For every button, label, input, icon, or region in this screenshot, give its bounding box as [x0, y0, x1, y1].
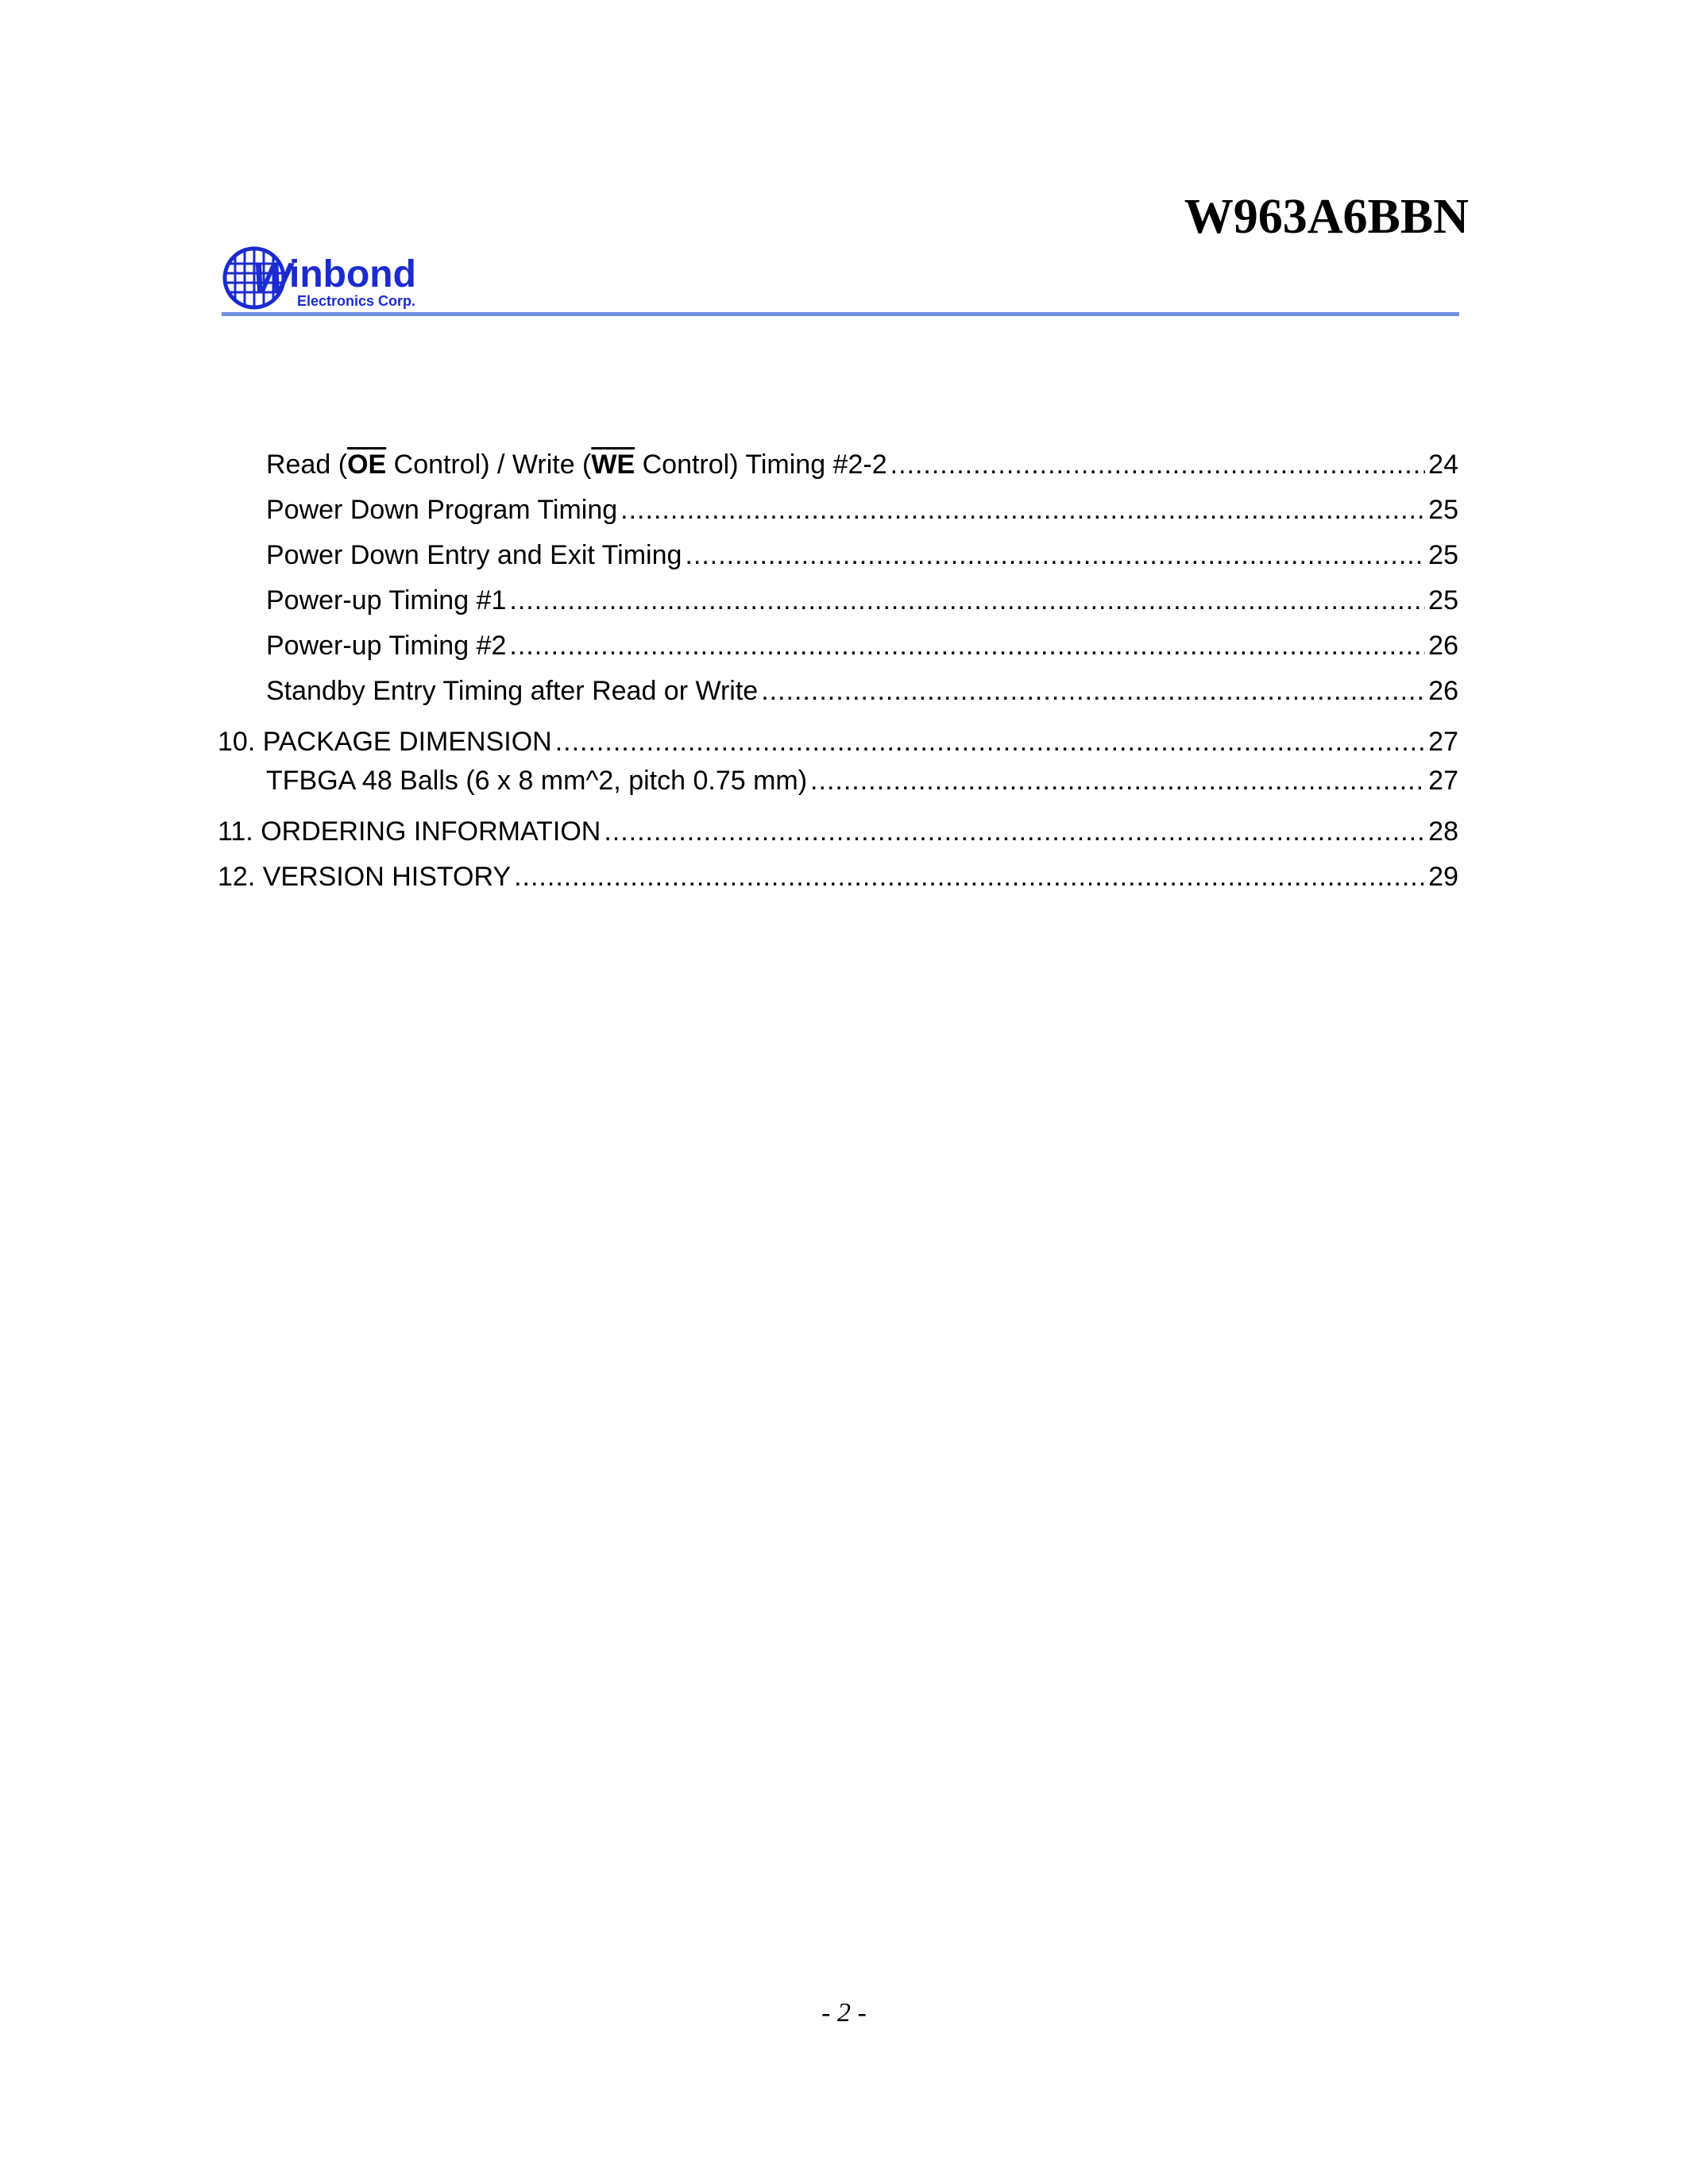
- toc-entry-page: 25: [1428, 495, 1458, 525]
- toc-entry-read-write-timing[interactable]: [266, 447, 1458, 482]
- toc-entry-page: 26: [1428, 676, 1458, 706]
- dot-leader: [685, 538, 1425, 573]
- dot-leader: [761, 673, 1425, 708]
- toc-entry-power-down-program-timing[interactable]: [266, 492, 1458, 527]
- logo-wordmark: inbond: [289, 253, 416, 295]
- toc-entry-page: 24: [1428, 450, 1458, 480]
- toc-entry-tfbga-48-balls[interactable]: [266, 763, 1458, 798]
- dot-leader: [555, 724, 1425, 759]
- toc-entry-power-up-timing-1[interactable]: [266, 583, 1458, 618]
- document-title: W963A6BBN: [1184, 190, 1469, 244]
- dot-leader: [604, 814, 1425, 849]
- toc-entry-package-dimension[interactable]: [218, 724, 1458, 759]
- dot-leader: [620, 492, 1425, 527]
- toc-entry-label: Power-up Timing #2: [266, 631, 507, 661]
- toc-entry-label: Power Down Entry and Exit Timing: [266, 540, 682, 570]
- dot-leader: [890, 447, 1426, 482]
- toc-entry-page: 28: [1428, 816, 1458, 847]
- toc-entry-label: Power-up Timing #1: [266, 585, 507, 615]
- toc-entry-label: Read ($\overline{OE}$ Control) / Write ($\overline{WE}$ Control) Timing #2-2: [266, 450, 887, 480]
- toc-entry-label: TFBGA 48 Balls (6 x 8 mm^2, pitch 0.75 mm): [266, 766, 808, 796]
- toc-entry-label: 10. PACKAGE DIMENSION: [218, 727, 552, 757]
- toc-entry-standby-entry-timing[interactable]: [266, 673, 1458, 708]
- toc-entry-page: 27: [1428, 766, 1458, 796]
- dot-leader: [514, 859, 1425, 894]
- dot-leader: [509, 583, 1425, 618]
- toc-entry-power-up-timing-2[interactable]: [266, 628, 1458, 663]
- toc-entry-ordering-information[interactable]: [218, 814, 1458, 849]
- toc-entry-label: 11. ORDERING INFORMATION: [218, 816, 601, 847]
- oe-signal: $\overline{OE}$: [347, 450, 387, 480]
- toc-entry-power-down-entry-exit-timing[interactable]: [266, 538, 1458, 573]
- dot-leader: [810, 763, 1425, 798]
- toc-entry-label: Power Down Program Timing: [266, 495, 618, 525]
- dot-leader: [509, 628, 1425, 663]
- toc-entry-page: 29: [1428, 862, 1458, 892]
- toc-entry-page: 25: [1428, 540, 1458, 570]
- toc-entry-page: 27: [1428, 727, 1458, 757]
- toc-entry-page: 26: [1428, 631, 1458, 661]
- toc-entry-label: 12. VERSION HISTORY: [218, 862, 512, 892]
- toc-entry-label: Standby Entry Timing after Read or Write: [266, 676, 759, 706]
- toc-entry-version-history[interactable]: [218, 859, 1458, 894]
- table-of-contents: [0, 0, 1688, 953]
- we-signal: $\overline{WE}$: [591, 450, 635, 480]
- page-number: - 2 -: [821, 1998, 867, 2028]
- svg-text:W: W: [253, 255, 292, 301]
- logo-tagline: Electronics Corp.: [297, 293, 416, 309]
- toc-entry-page: 25: [1428, 585, 1458, 615]
